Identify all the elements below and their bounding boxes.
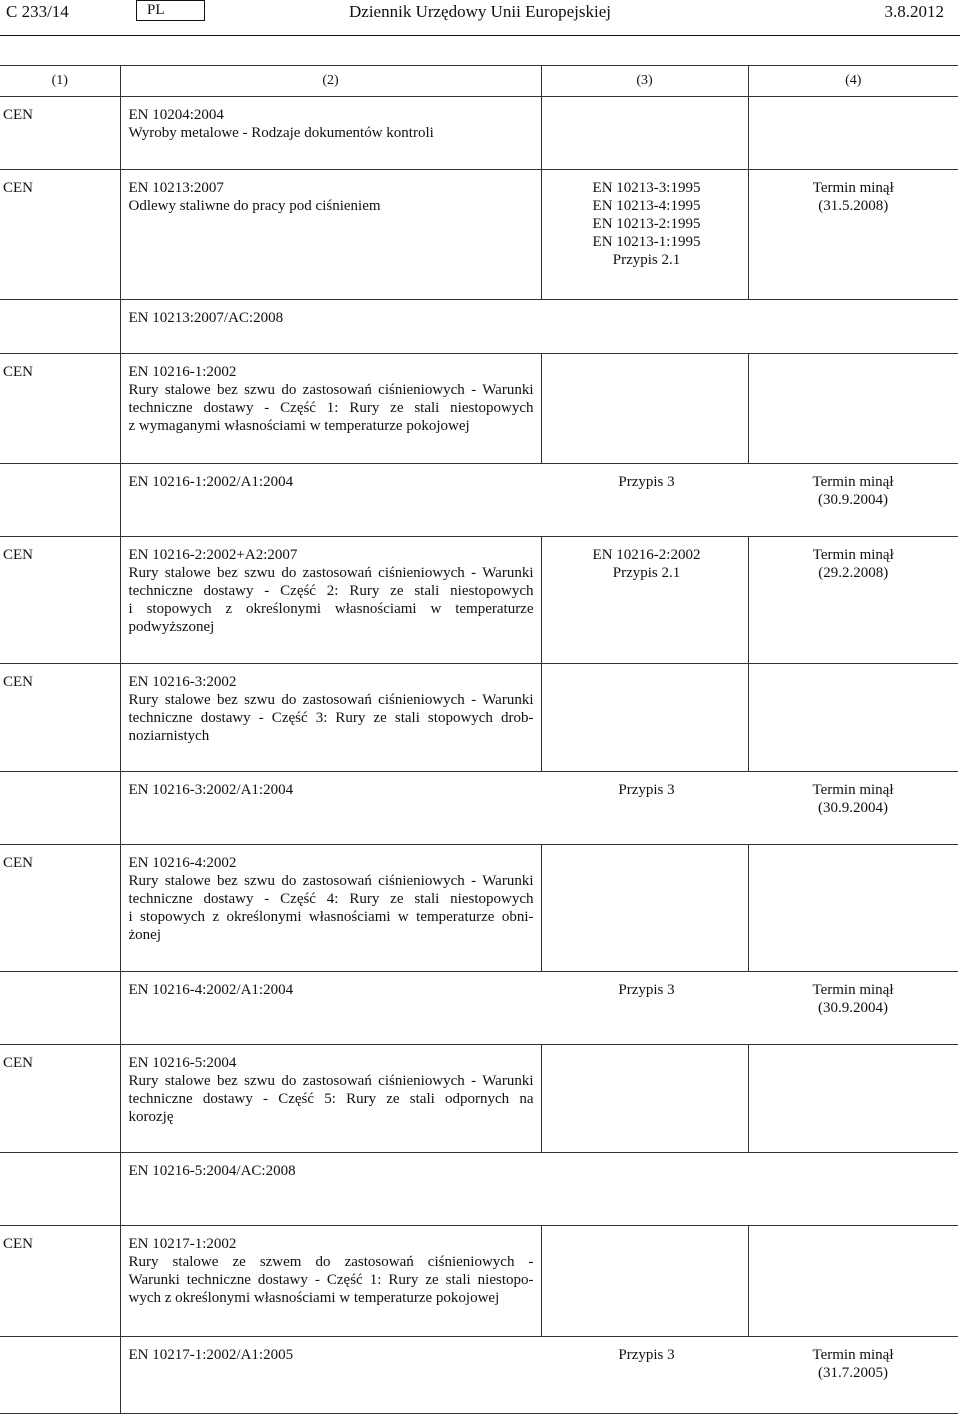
cessation-date-cell — [748, 97, 958, 170]
standard-title-line: podwyższonej — [128, 619, 215, 635]
cessation-date: Termin minął — [812, 782, 894, 798]
table-row — [0, 845, 958, 972]
standard-cell — [120, 1226, 541, 1337]
replaced-standard-cell — [541, 972, 748, 1045]
standard-title-line: Rury stalowe bez szwu do zastosowań ciśnieniowych - Warunki — [128, 382, 534, 398]
cessation-date: (31.5.2008) — [818, 198, 889, 214]
org-cell: CEN — [0, 354, 120, 464]
cessation-date-cell — [748, 170, 958, 300]
amendment-cell — [120, 772, 541, 845]
replaced-standard-cell — [541, 170, 748, 300]
cessation-date-cell — [748, 1226, 958, 1337]
column-header-row — [0, 66, 958, 97]
standard-code: EN 10204:2004 — [128, 107, 224, 123]
amendment-cell — [120, 464, 541, 537]
standard-title-line: Warunki techniczne dostawy - Część 1: Rury ze stali niestopo- — [128, 1272, 534, 1288]
standard-title-line: Rury stalowe bez szwu do zastosowań ciśnieniowych - Warunki — [128, 873, 534, 889]
standard-code: EN 10216-3:2002/A1:2004 — [128, 782, 294, 798]
org-cell — [0, 772, 120, 845]
org-cell: CEN — [0, 97, 120, 170]
page-number: C 233/14 — [6, 2, 69, 21]
table-row — [0, 300, 958, 354]
standard-code: EN 10216-2:2002+A2:2007 — [128, 547, 298, 563]
amendment-cell — [120, 300, 958, 354]
org-cell: CEN — [0, 845, 120, 972]
replaced-standard-cell — [541, 664, 748, 772]
standard-title-line: korozję — [128, 1109, 174, 1125]
table-row — [0, 1153, 958, 1226]
column-header-4: (4) — [748, 66, 958, 97]
org-cell — [0, 300, 120, 354]
cessation-date: (31.7.2005) — [818, 1365, 888, 1381]
table-row — [0, 772, 958, 845]
cessation-date: Termin minął — [812, 982, 894, 998]
replaced-standard: EN 10213-1:1995 — [592, 234, 701, 250]
replaced-standard: Przypis 3 — [618, 782, 675, 798]
replaced-standard-cell — [541, 464, 748, 537]
replaced-standard: EN 10213-2:1995 — [592, 216, 701, 232]
standard-cell — [120, 1045, 541, 1153]
table-row — [0, 972, 958, 1045]
cessation-date-cell — [748, 972, 958, 1045]
standard-cell — [120, 537, 541, 664]
cessation-date-cell — [748, 1045, 958, 1153]
journal-title: Dziennik Urzędowy Unii Europejskiej — [349, 2, 612, 21]
replaced-standard-cell — [541, 354, 748, 464]
standard-title-line: Wyroby metalowe - Rodzaje dokumentów kontroli — [128, 125, 434, 141]
standard-code: EN 10216-3:2002 — [128, 674, 237, 690]
standard-code: EN 10217-1:2002/A1:2005 — [128, 1347, 294, 1363]
language-badge: PL — [136, 0, 205, 21]
standard-title-line: i stopowych z określonymi własnościami w temperaturze — [128, 601, 534, 617]
standard-cell — [120, 664, 541, 772]
table-row — [0, 97, 958, 170]
replaced-standard-cell — [541, 1226, 748, 1337]
org-cell — [0, 1153, 120, 1226]
standard-cell — [120, 845, 541, 972]
table-row — [0, 537, 958, 664]
column-header-2: (2) — [120, 66, 541, 97]
standard-title-line: techniczne dostawy - Część 1: Rury ze stali niestopowych — [128, 400, 534, 416]
cessation-date: Termin minął — [812, 474, 894, 490]
amendment-cell — [120, 972, 541, 1045]
standard-title-line: Rury stalowe ze szwem do zastosowań ciśnieniowych - — [128, 1254, 534, 1270]
table-row — [0, 354, 958, 464]
table-row — [0, 664, 958, 772]
cessation-date-cell — [748, 664, 958, 772]
org-cell: CEN — [0, 1226, 120, 1337]
cessation-date-cell — [748, 845, 958, 972]
standard-code: EN 10216-4:2002 — [128, 855, 237, 871]
standard-code: EN 10216-1:2002 — [128, 364, 237, 380]
standard-code: EN 10213:2007 — [128, 180, 224, 196]
standard-code: EN 10216-4:2002/A1:2004 — [128, 982, 294, 998]
table-row — [0, 1337, 958, 1414]
standard-code: EN 10216-5:2004 — [128, 1055, 237, 1071]
standard-cell — [120, 354, 541, 464]
replaced-standard: Przypis 2.1 — [612, 565, 681, 581]
replaced-standard: Przypis 3 — [618, 982, 675, 998]
cessation-date: Termin minął — [812, 1347, 894, 1363]
table-row — [0, 170, 958, 300]
org-cell — [0, 972, 120, 1045]
standard-title-line: Rury stalowe bez szwu do zastosowań ciśnieniowych - Warunki — [128, 565, 534, 581]
table-row — [0, 1226, 958, 1337]
publication-date: 3.8.2012 — [884, 2, 944, 21]
table-row — [0, 464, 958, 537]
replaced-standard: EN 10213-3:1995 — [592, 180, 701, 196]
replaced-standard: Przypis 3 — [618, 474, 675, 490]
page-header — [0, 0, 960, 28]
replaced-standard-cell — [541, 537, 748, 664]
cessation-date-cell — [748, 1337, 958, 1414]
replaced-standard-cell — [541, 1337, 748, 1414]
replaced-standard-cell — [541, 97, 748, 170]
org-cell: CEN — [0, 170, 120, 300]
cessation-date: Termin minął — [812, 180, 894, 196]
org-cell — [0, 464, 120, 537]
standard-title-line: techniczne dostawy - Część 5: Rury ze stali odpornych na — [128, 1091, 534, 1107]
org-cell: CEN — [0, 1045, 120, 1153]
standard-code: EN 10213:2007/AC:2008 — [128, 310, 284, 326]
cessation-date: (30.9.2004) — [818, 492, 888, 508]
standard-title-line: techniczne dostawy - Część 3: Rury ze stali stopowych drob- — [128, 710, 534, 726]
org-cell: CEN — [0, 664, 120, 772]
cessation-date: (29.2.2008) — [818, 565, 889, 581]
standard-title-line: wych z określonymi własnościami w temperaturze pokojowej — [128, 1290, 500, 1306]
column-header-3: (3) — [541, 66, 748, 97]
cessation-date-cell — [748, 464, 958, 537]
standard-title-line: żonej — [128, 927, 161, 943]
replaced-standard: EN 10216-2:2002 — [592, 547, 701, 563]
header-rule — [0, 35, 960, 36]
standards-table-body — [0, 97, 958, 1414]
cessation-date-cell — [748, 772, 958, 845]
replaced-standard: EN 10213-4:1995 — [592, 198, 701, 214]
standard-title-line: techniczne dostawy - Część 2: Rury ze stali niestopowych — [128, 583, 534, 599]
amendment-cell — [120, 1337, 541, 1414]
standard-cell — [120, 170, 541, 300]
standard-code: EN 10216-1:2002/A1:2004 — [128, 474, 294, 490]
standard-title-line: Odlewy staliwne do pracy pod ciśnieniem — [128, 198, 381, 214]
standard-title-line: noziarnistych — [128, 728, 210, 744]
replaced-standard-cell — [541, 1045, 748, 1153]
replaced-standard: Przypis 3 — [618, 1347, 675, 1363]
standard-title-line: i stopowych z określonymi własnościami w temperaturze obni- — [128, 909, 534, 925]
cessation-date-cell — [748, 354, 958, 464]
cessation-date: (30.9.2004) — [818, 800, 888, 816]
standard-cell — [120, 97, 541, 170]
replaced-standard-cell — [541, 845, 748, 972]
standard-code: EN 10217-1:2002 — [128, 1236, 237, 1252]
org-cell: CEN — [0, 537, 120, 664]
replaced-standard-cell — [541, 772, 748, 845]
table-row — [0, 1045, 958, 1153]
cessation-date-cell — [748, 537, 958, 664]
replaced-standard: Przypis 2.1 — [612, 252, 681, 268]
standard-title-line: techniczne dostawy - Część 4: Rury ze stali niestopowych — [128, 891, 534, 907]
standards-table — [0, 65, 958, 1414]
standard-title-line: Rury stalowe bez szwu do zastosowań ciśnieniowych - Warunki — [128, 692, 534, 708]
standard-title-line: z wymaganymi własnościami w temperaturze pokojowej — [128, 418, 470, 434]
org-cell — [0, 1337, 120, 1414]
amendment-cell — [120, 1153, 958, 1226]
standard-title-line: Rury stalowe bez szwu do zastosowań ciśnieniowych - Warunki — [128, 1073, 534, 1089]
standard-code: EN 10216-5:2004/AC:2008 — [128, 1163, 296, 1179]
cessation-date: (30.9.2004) — [818, 1000, 888, 1016]
column-header-1: (1) — [0, 66, 120, 97]
cessation-date: Termin minął — [812, 547, 894, 563]
